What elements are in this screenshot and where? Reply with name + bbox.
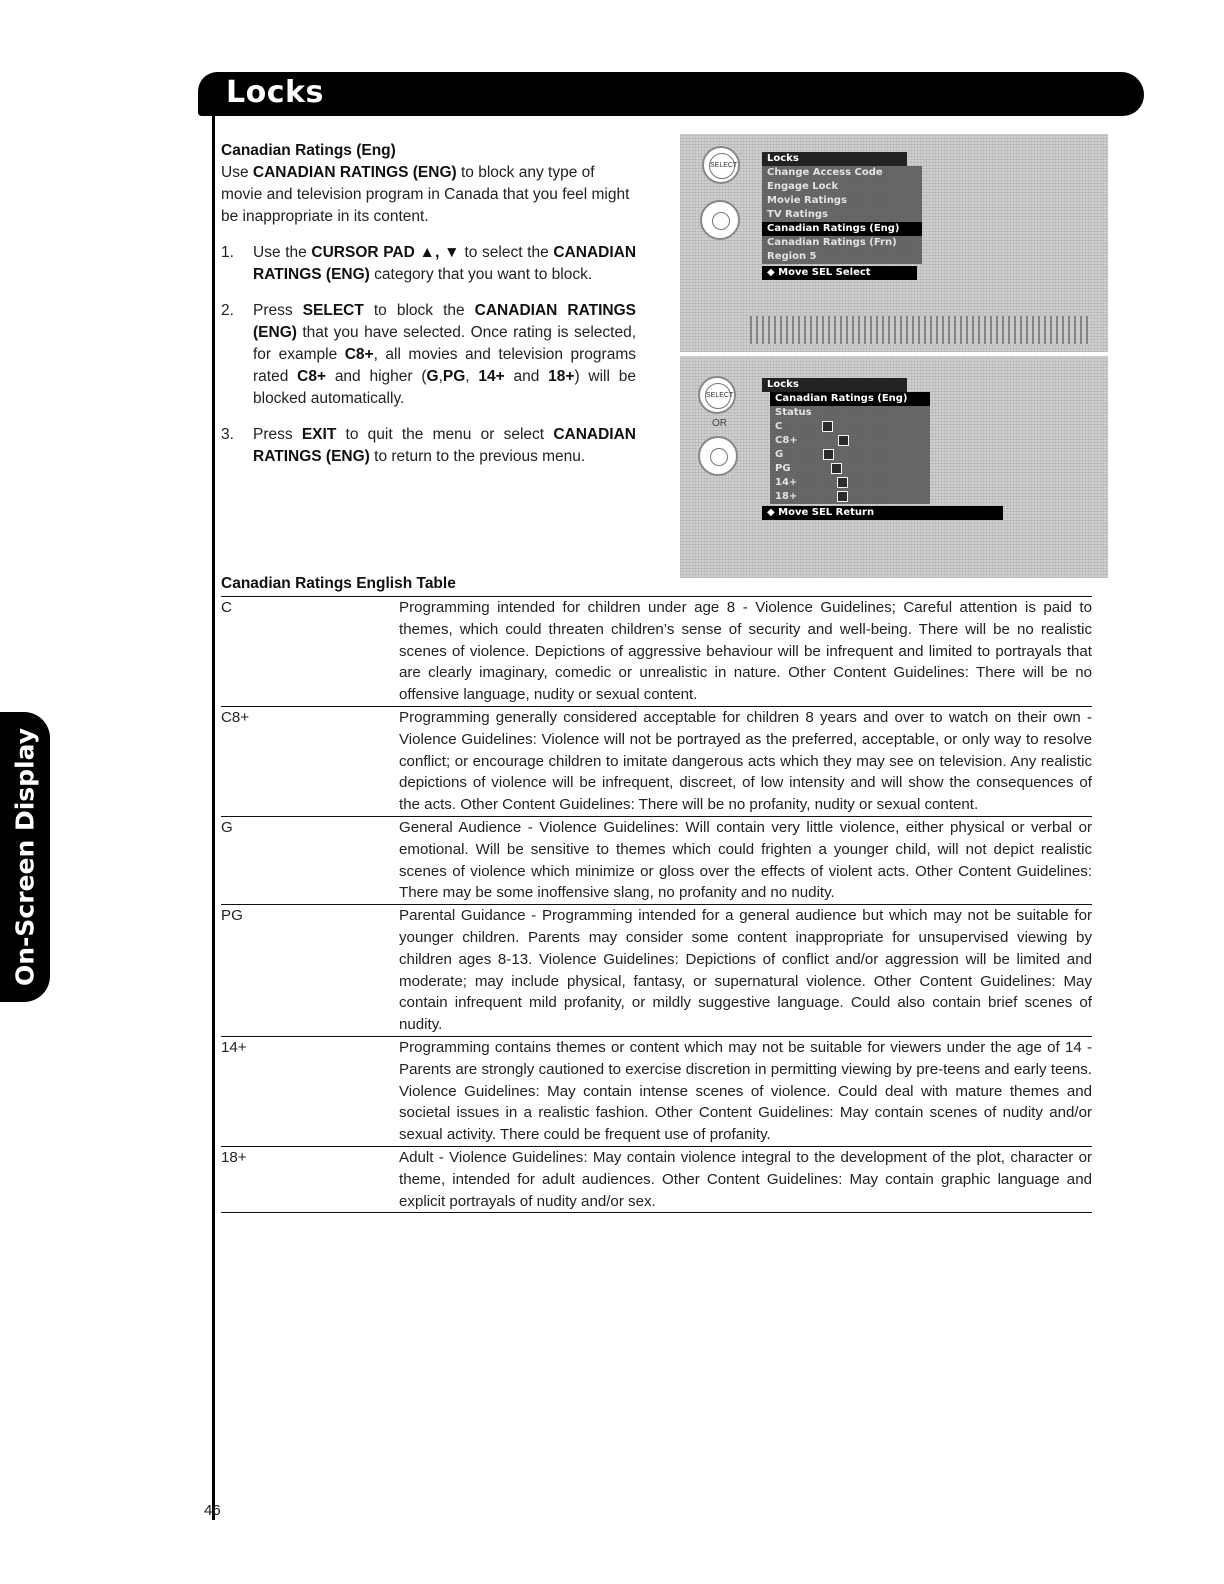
- ratings-table: [221, 596, 1092, 1213]
- canadian-ratings-screenshot: [680, 356, 1108, 578]
- lock-icon: [823, 449, 834, 460]
- intro-section: [221, 140, 636, 482]
- table-row: [221, 905, 1092, 1037]
- menu-title: Locks: [762, 152, 907, 166]
- menu-footer: ◆ Move SEL Select: [762, 266, 917, 280]
- select-button-icon: SELECT: [702, 146, 740, 184]
- table-title: Canadian Ratings English Table: [221, 575, 456, 592]
- page-number: 46: [204, 1502, 221, 1519]
- steps-list: [221, 242, 636, 468]
- submenu-title: Canadian Ratings (Eng): [770, 392, 930, 406]
- cursor-pad-icon: [698, 436, 738, 476]
- rating-code: 14+: [221, 1036, 399, 1146]
- rating-description: General Audience - Violence Guidelines: Will contain very little violence, either physical or verbal or emotional. Will be sensitive to themes which could frighten a younger child, will not depict realistic scenes of violence which minimize or gloss over the effects of violent acts. Other Content Guidelines: There may be some inoffensive slang, no profanity and no nudity.: [399, 816, 1092, 904]
- intro-paragraph: Use CANADIAN RATINGS (ENG) to block any type of movie and television program in Canada that you feel might be inappropriate in its content.: [221, 164, 630, 225]
- rating-code: C8+: [221, 706, 399, 816]
- lock-icon: [822, 421, 833, 432]
- menu-item-selected: Canadian Ratings (Eng): [762, 222, 922, 236]
- lock-icon: [831, 463, 842, 474]
- status-label: Status: [770, 406, 930, 420]
- side-tab-label: On-Screen Display: [10, 727, 40, 987]
- step-1: 1. Use the CURSOR PAD ▲, ▼ to select the CANADIAN RATINGS (ENG) category that you want to block.: [221, 244, 637, 283]
- rating-row: 18+: [770, 490, 930, 504]
- ratings-menu: [762, 378, 1003, 520]
- rating-code: 18+: [221, 1146, 399, 1212]
- section-header-bar: [198, 72, 1144, 116]
- menu-footer: ◆ Move SEL Return: [762, 506, 1003, 520]
- step-3: 3. Press EXIT to quit the menu or select CANADIAN RATINGS (ENG) to return to the previous menu.: [221, 426, 636, 465]
- rating-code: G: [221, 816, 399, 904]
- rating-description: Programming contains themes or content which may not be suitable for viewers under the age of 14 - Parents are strongly cautioned to exercise discretion in permitting viewing by pre-teens and early teens. Violence Guidelines: May contain intense scenes of violence. Could deal with mature themes and societal issues in a realistic fashion. Other Content Guidelines: May contain scenes of nudity and/or sexual activity. There could be frequent use of profanity.: [399, 1036, 1092, 1146]
- table-row: [221, 706, 1092, 816]
- menu-title: Locks: [762, 378, 907, 392]
- rating-row: G: [770, 448, 930, 462]
- rating-row: C: [770, 420, 930, 434]
- rating-description: Parental Guidance - Programming intended for a general audience but which may not be suitable for younger children. Parents may consider some content inappropriate for unsupervised viewing by children ages 8-13. Violence Guidelines: Depictions of conflict and/or aggression will be limited and moderate; may include physical, fantasy, or supernatural violence. Other Content Guidelines: May contain infrequent mild profanity, or mildly suggestive language. Could also contain brief scenes of nudity.: [399, 905, 1092, 1037]
- rating-description: Programming intended for children under age 8 - Violence Guidelines; Careful attention is paid to themes, which could threaten children’s sense of security and well-being. There will be no realistic scenes of violence. Depictions of aggressive behaviour will be infrequent and limited to portrayals that are clearly imaginary, comedic or unrealistic in nature. Other Content Guidelines: There will be no offensive language, nudity or sexual content.: [399, 597, 1092, 707]
- cursor-pad-icon: [700, 200, 740, 240]
- margin-rule: [212, 110, 215, 1520]
- table-row: [221, 1146, 1092, 1212]
- menu-item: Canadian Ratings (Frn): [762, 236, 922, 250]
- rating-code: C: [221, 597, 399, 707]
- select-button-icon: SELECT: [698, 376, 736, 414]
- rating-description: Programming generally considered acceptable for children 8 years and over to watch on their own - Violence Guidelines: Violence will not be portrayed as the preferred, acceptable, or only way to resolve conflict; or encourage children to imitate dangerous acts which they may see on television. Any realistic depictions of violence will be infrequent, discreet, of low intensity and will show the consequences of the acts. Other Content Guidelines: There will be no profanity, nudity or sexual content.: [399, 706, 1092, 816]
- table-row: [221, 816, 1092, 904]
- lock-icon: [837, 477, 848, 488]
- table-row: [221, 597, 1092, 707]
- menu-item: Engage Lock: [762, 180, 922, 194]
- locks-menu-screenshot: [680, 134, 1108, 352]
- or-label: OR: [712, 418, 727, 429]
- menu-item: Change Access Code: [762, 166, 922, 180]
- step-2: 2. Press SELECT to block the CANADIAN RATINGS (ENG) that you have selected. Once rating is selected, for example C8+, all movies and television programs rated C8+ and higher (G,PG, 14+ and 18+) will be blocked automatically.: [221, 302, 636, 407]
- rating-row: 14+: [770, 476, 930, 490]
- lock-icon: [838, 435, 849, 446]
- side-tab: [0, 712, 50, 1002]
- section-title: Locks: [226, 75, 324, 110]
- intro-heading: Canadian Ratings (Eng): [221, 142, 396, 159]
- rating-row: PG: [770, 462, 930, 476]
- rating-code: PG: [221, 905, 399, 1037]
- menu-item: Movie Ratings: [762, 194, 922, 208]
- rating-description: Adult - Violence Guidelines: May contain violence integral to the development of the plot, character or theme, intended for adult audiences. Other Content Guidelines: May contain graphic language and explicit portrayals of nudity and/or sex.: [399, 1146, 1092, 1212]
- lock-icon: [837, 491, 848, 502]
- menu-item: Region 5: [762, 250, 922, 264]
- menu-item: TV Ratings: [762, 208, 922, 222]
- table-row: [221, 1036, 1092, 1146]
- background-stripes: [750, 316, 1090, 344]
- locks-menu: [762, 152, 922, 280]
- rating-row: C8+: [770, 434, 930, 448]
